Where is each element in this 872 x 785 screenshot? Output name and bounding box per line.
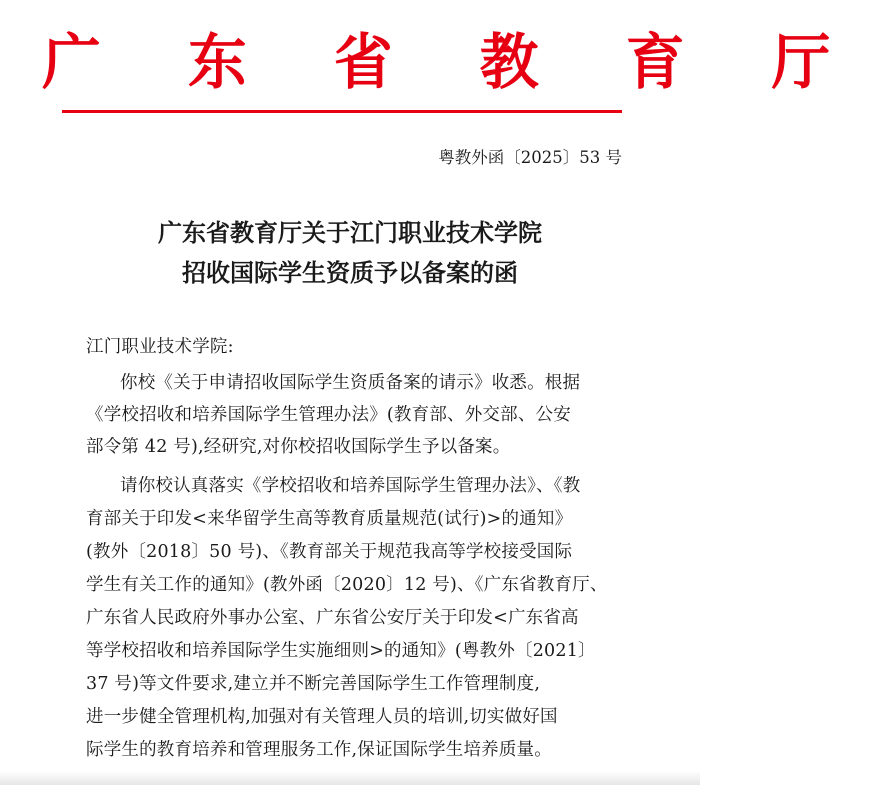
paragraph-2-line: 育部关于印发<来华留学生高等教育质量规范(试行)>的通知》 <box>86 509 573 529</box>
paragraph-2-line: (教外〔2018〕50 号)、《教育部关于规范我高等学校接受国际 <box>86 542 573 562</box>
paragraph-2-line: 学生有关工作的通知》(教外函〔2020〕12 号)、《广东省教育厅、 <box>86 575 608 595</box>
paragraph-2-line: 进一步健全管理机构,加强对有关管理人员的培训,切实做好国 <box>86 707 558 727</box>
paragraph-2-line: 请你校认真落实《学校招收和培养国际学生管理办法》、《教 <box>120 476 581 496</box>
paragraph-2-line: 37 号)等文件要求,建立并不断完善国际学生工作管理制度, <box>86 674 541 694</box>
page-bottom-edge <box>0 771 700 785</box>
masthead <box>0 28 864 98</box>
document-title-line-1: 广东省教育厅关于江门职业技术学院 <box>158 218 542 247</box>
salutation: 江门职业技术学院: <box>86 337 234 357</box>
red-divider-rule <box>62 110 622 113</box>
paragraph-1-line: 你校《关于申请招收国际学生资质备案的请示》收悉。根据 <box>120 373 581 393</box>
agency-name: 广 东 省 教 育 厅 <box>42 28 864 98</box>
paragraph-1-line: 《学校招收和培养国际学生管理办法》(教育部、外交部、公安 <box>86 405 571 425</box>
document-number: 粤教外函〔2025〕53 号 <box>438 148 622 167</box>
document-title-line-2: 招收国际学生资质予以备案的函 <box>182 258 518 287</box>
paragraph-2-line: 等学校招收和培养国际学生实施细则>的通知》(粤教外〔2021〕 <box>86 641 596 661</box>
paragraph-2-line: 广东省人民政府外事办公室、广东省公安厅关于印发<广东省高 <box>86 608 579 628</box>
paragraph-1-line: 部令第 42 号),经研究,对你校招收国际学生予以备案。 <box>86 437 511 457</box>
paragraph-2-line: 际学生的教育培养和管理服务工作,保证国际学生培养质量。 <box>86 740 552 760</box>
